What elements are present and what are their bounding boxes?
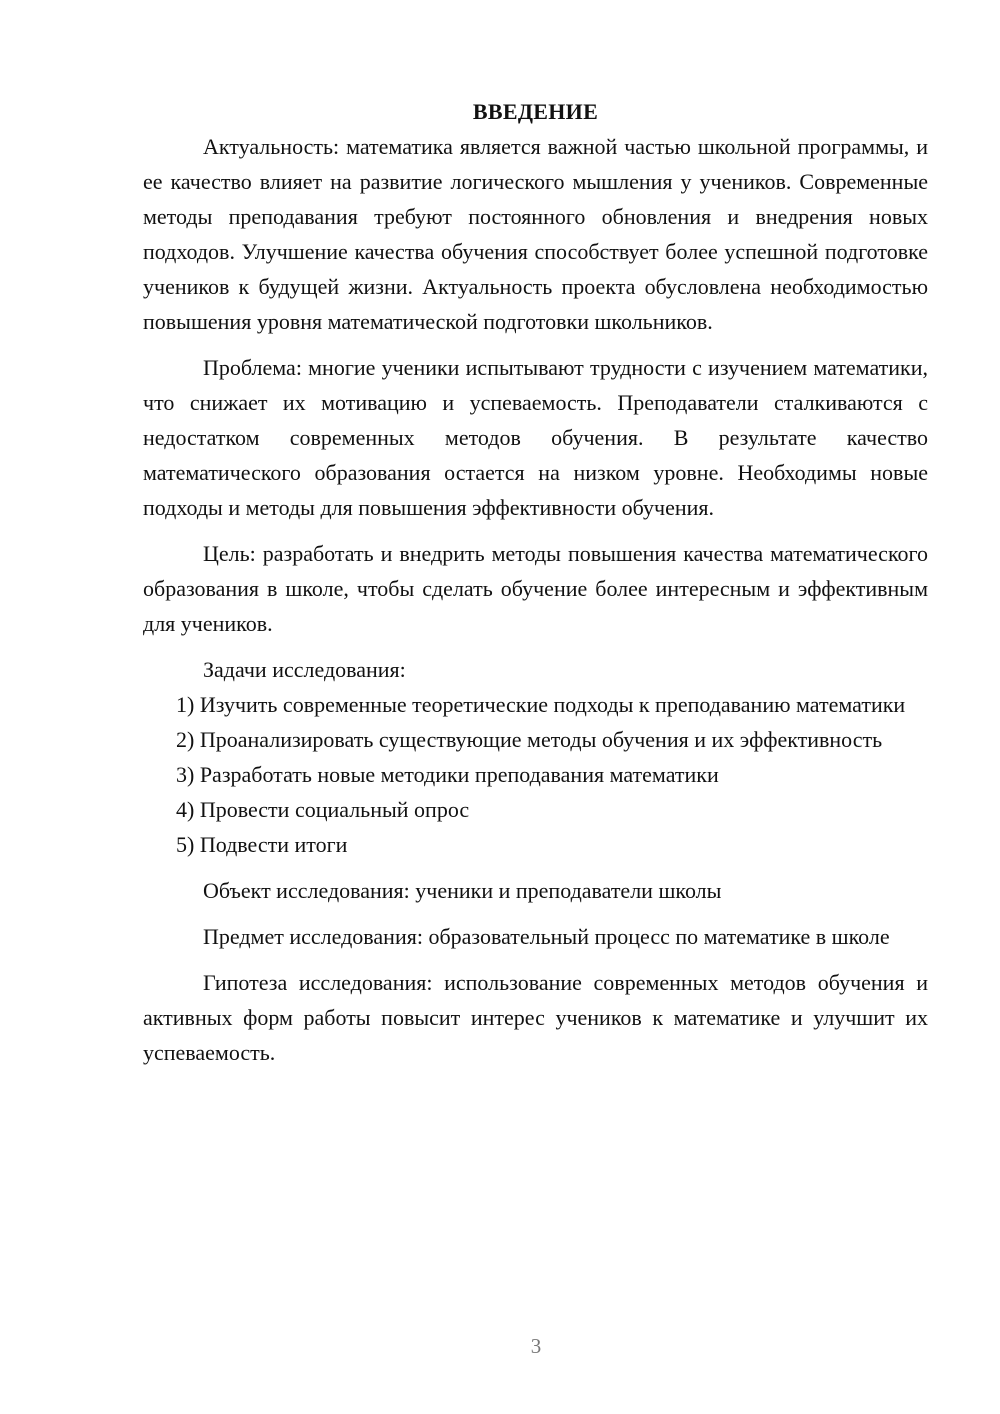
- section-heading: ВВЕДЕНИЕ: [472, 99, 599, 124]
- hypothesis-paragraph: Гипотеза исследования: использование современных методов обучения и активных форм работы повысит интерес учеников к математике и улучшит их успеваемость.: [143, 970, 928, 1065]
- task-item-5: 5) Подвести итоги: [176, 832, 348, 857]
- problem-paragraph: Проблема: многие ученики испытывают трудности с изучением математики, что снижает их мотивацию и успеваемость. Преподаватели сталкиваются с недостатком современных методов обучения. В результате качество математического образования остается на низком уровне. Необходимы новые подходы и методы для повышения эффективности обучения.: [143, 355, 928, 520]
- task-item-3: 3) Разработать новые методики преподавания математики: [176, 762, 719, 787]
- goal-paragraph: Цель: разработать и внедрить методы повышения качества математического образования в школе, чтобы сделать обучение более интересным и эффективным для учеников.: [143, 541, 928, 636]
- relevance-paragraph: Актуальность: математика является важной частью школьной программы, и ее качество влияет на развитие логического мышления у учеников. Современные методы преподавания требуют постоянного обновления и внедрения новых подходов. Улучшение качества обучения способствует более успешной подготовке учеников к будущей жизни. Актуальность проекта обусловлена необходимостью повышения уровня математической подготовки школьников.: [143, 134, 928, 334]
- tasks-list: [143, 687, 928, 862]
- tasks-title: Задачи исследования:: [203, 657, 406, 682]
- task-item-2: 2) Проанализировать существующие методы обучения и их эффективность: [176, 727, 883, 752]
- task-item-1: 1) Изучить современные теоретические подходы к преподаванию математики: [176, 692, 906, 717]
- subject-paragraph: Предмет исследования: образовательный процесс по математике в школе: [203, 924, 890, 949]
- task-item-4: 4) Провести социальный опрос: [176, 797, 470, 822]
- page-content: [143, 94, 928, 1070]
- page-number: 3: [530, 1334, 542, 1358]
- object-paragraph: Объект исследования: ученики и преподаватели школы: [203, 878, 722, 903]
